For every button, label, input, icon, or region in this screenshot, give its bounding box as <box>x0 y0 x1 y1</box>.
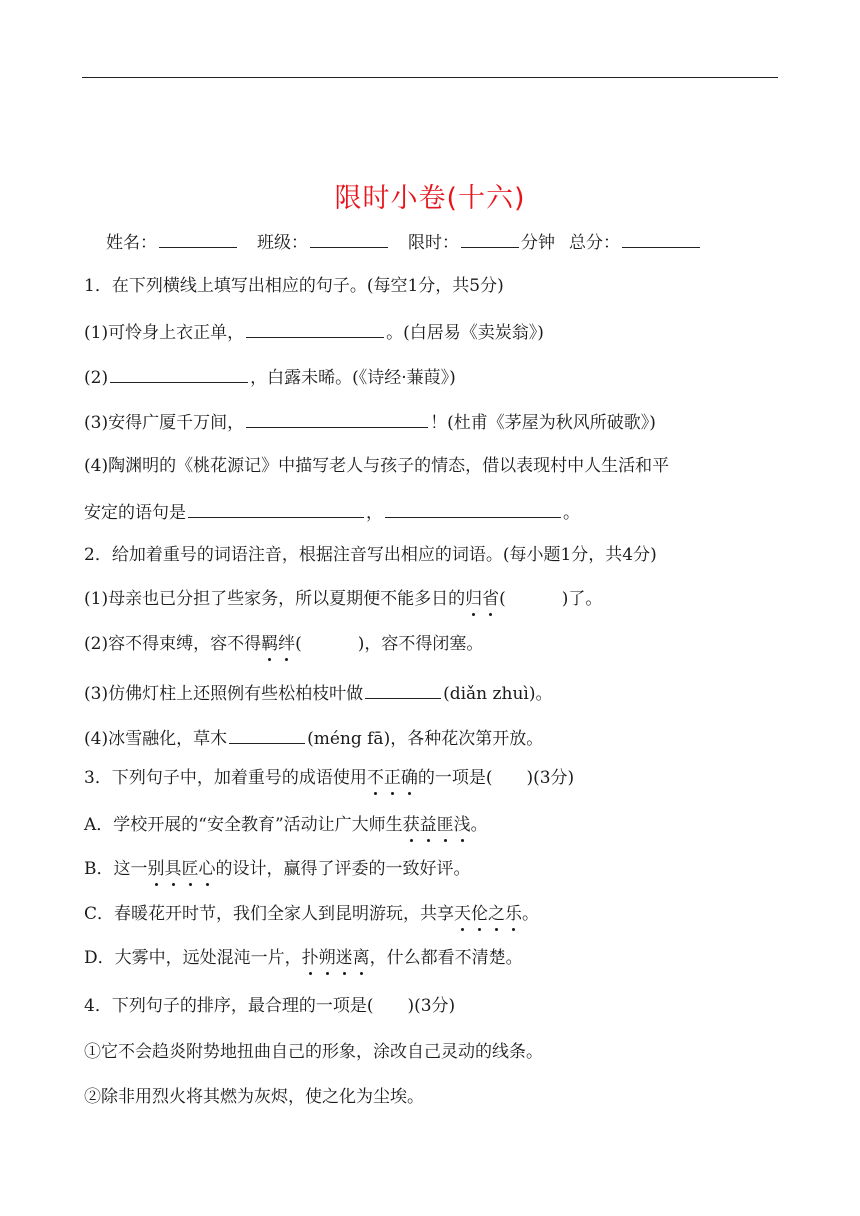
emphasis-char: 省 <box>482 589 500 609</box>
q2-item-1-open-paren: ( <box>499 589 506 609</box>
q1-item-3-blank[interactable] <box>246 409 428 428</box>
q4-sentence-2: ②除非用烈火将其燃为灰烬，使之化为尘埃。 <box>84 1087 424 1107</box>
score-blank[interactable] <box>622 231 700 248</box>
q3-option-d-tail: ，什么都看不清楚。 <box>369 948 523 968</box>
q2-item-3 <box>84 680 552 706</box>
q1-item-1-blank[interactable] <box>246 319 384 338</box>
q1-item-4-blank-2[interactable] <box>385 499 561 518</box>
emphasis-char: 别 <box>147 859 165 879</box>
q1-item-1-text: (1)可怜身上衣正单， <box>84 323 245 343</box>
student-info-row <box>106 231 702 255</box>
q4-sentence-1: ①它不会趋炎附势地扭曲自己的形象，涂改自己灵动的线条。 <box>84 1042 543 1062</box>
name-blank[interactable] <box>159 231 237 248</box>
emphasis-char: 乐 <box>505 904 523 924</box>
emphasis-char: 正 <box>383 768 401 788</box>
name-label: 姓名： <box>106 233 157 253</box>
q2-item-1 <box>84 587 602 611</box>
q3-option-a-text: A．学校开展的“安全教育”活动让广大师生 <box>84 815 403 835</box>
q1-item-3 <box>84 409 656 435</box>
emphasis-char: 匪 <box>436 815 454 835</box>
emphasis-char: 之 <box>488 904 506 924</box>
q2-item-4-text: (4)冰雪融化，草木 <box>84 729 228 749</box>
emphasis-char: 获 <box>402 815 420 835</box>
q2-item-3-blank[interactable] <box>365 680 441 699</box>
q1-item-2 <box>84 364 456 390</box>
emphasis-char: 心 <box>198 859 216 879</box>
q1-item-4-period: 。 <box>563 503 580 523</box>
emphasis-char: 伦 <box>471 904 489 924</box>
emphasis-char: 益 <box>419 815 437 835</box>
q1-item-4-line1: (4)陶渊明的《桃花源记》中描写老人与孩子的情态，借以表现村中人生活和平 <box>84 456 670 476</box>
q3-option-a-tail: 。 <box>470 815 488 835</box>
q3-option-d-text: D．大雾中，远处混沌一片， <box>84 948 302 968</box>
time-label: 限时： <box>408 233 459 253</box>
emphasis-char: 确 <box>400 768 418 788</box>
q2-item-2-tail: )，容不得闭塞。 <box>357 634 484 654</box>
emphasis-char: 迷 <box>335 948 353 968</box>
class-blank[interactable] <box>310 231 388 248</box>
q1-item-1-source: 。(白居易《卖炭翁》) <box>386 323 544 343</box>
class-label: 班级： <box>257 233 308 253</box>
page-title: 限时小卷(十六) <box>334 183 526 214</box>
emphasis-char: 归 <box>465 589 483 609</box>
emphasis-char: 离 <box>352 948 370 968</box>
emphasis-char: 天 <box>454 904 472 924</box>
time-unit: 分钟 <box>521 233 555 253</box>
q1-item-3-source: ！(杜甫《茅屋为秋风所破歌》) <box>430 413 656 433</box>
q3-option-c-text: C．春暖花开时节，我们全家人到昆明游玩，共享 <box>84 904 455 924</box>
q4-stem: 4．下列句子的排序，最合理的一项是( )(3分) <box>84 996 456 1016</box>
q3-stem <box>84 766 574 790</box>
q3-option-b-tail: 的设计，赢得了评委的一致好评。 <box>215 859 471 879</box>
emphasis-char: 匠 <box>181 859 199 879</box>
q2-item-1-text: (1)母亲也已分担了些家务，所以夏期便不能多日的 <box>84 589 466 609</box>
q2-item-2-open-paren: ( <box>295 634 302 654</box>
q3-option-b[interactable] <box>84 857 471 881</box>
emphasis-char: 朔 <box>318 948 336 968</box>
q2-item-4-pinyin: (méng fā)，各种花次第开放。 <box>307 729 544 749</box>
emphasis-char: 扑 <box>301 948 319 968</box>
emphasis-char: 浅 <box>453 815 471 835</box>
q1-item-2-blank[interactable] <box>110 364 248 383</box>
header-rule <box>82 77 778 78</box>
q2-item-3-text: (3)仿佛灯柱上还照例有些松柏枝叶做 <box>84 684 364 704</box>
q1-item-4-comma: ， <box>366 503 383 523</box>
q2-item-4-blank[interactable] <box>229 725 305 744</box>
q1-item-2-source: ，白露未晞。(《诗经·蒹葭》) <box>250 368 456 388</box>
q3-option-c-tail: 。 <box>522 904 540 924</box>
q2-item-3-pinyin: (diǎn zhuì)。 <box>443 684 553 704</box>
q1-item-1 <box>84 319 544 345</box>
q2-item-2-text: (2)容不得束缚，容不得 <box>84 634 262 654</box>
q3-option-d[interactable] <box>84 946 523 970</box>
q2-item-2 <box>84 632 483 656</box>
emphasis-char: 羁 <box>261 634 279 654</box>
q3-option-c[interactable] <box>84 902 539 926</box>
emphasis-char: 具 <box>164 859 182 879</box>
score-label: 总分： <box>569 233 620 253</box>
q3-option-b-text: B．这一 <box>84 859 148 879</box>
time-blank[interactable] <box>461 231 519 248</box>
q2-stem: 2．给加着重号的词语注音，根据注音写出相应的词语。(每小题1分，共4分) <box>84 545 657 565</box>
q1-item-4-text: 安定的语句是 <box>84 503 186 523</box>
emphasis-char: 绊 <box>278 634 296 654</box>
q3-stem-text: 3．下列句子中，加着重号的成语使用 <box>84 768 367 788</box>
q3-stem-tail: 的一项是( )(3分) <box>417 768 575 788</box>
emphasis-char: 不 <box>366 768 384 788</box>
q3-option-a[interactable] <box>84 813 488 837</box>
q2-item-1-tail: )了。 <box>561 589 603 609</box>
q1-item-4-line2 <box>84 499 580 525</box>
q1-item-2-text: (2) <box>84 368 109 388</box>
q1-item-3-text: (3)安得广厦千万间， <box>84 413 245 433</box>
q1-stem: 1．在下列横线上填写出相应的句子。(每空1分，共5分) <box>84 276 504 296</box>
q1-item-4-blank-1[interactable] <box>188 499 364 518</box>
q2-item-4 <box>84 725 543 751</box>
